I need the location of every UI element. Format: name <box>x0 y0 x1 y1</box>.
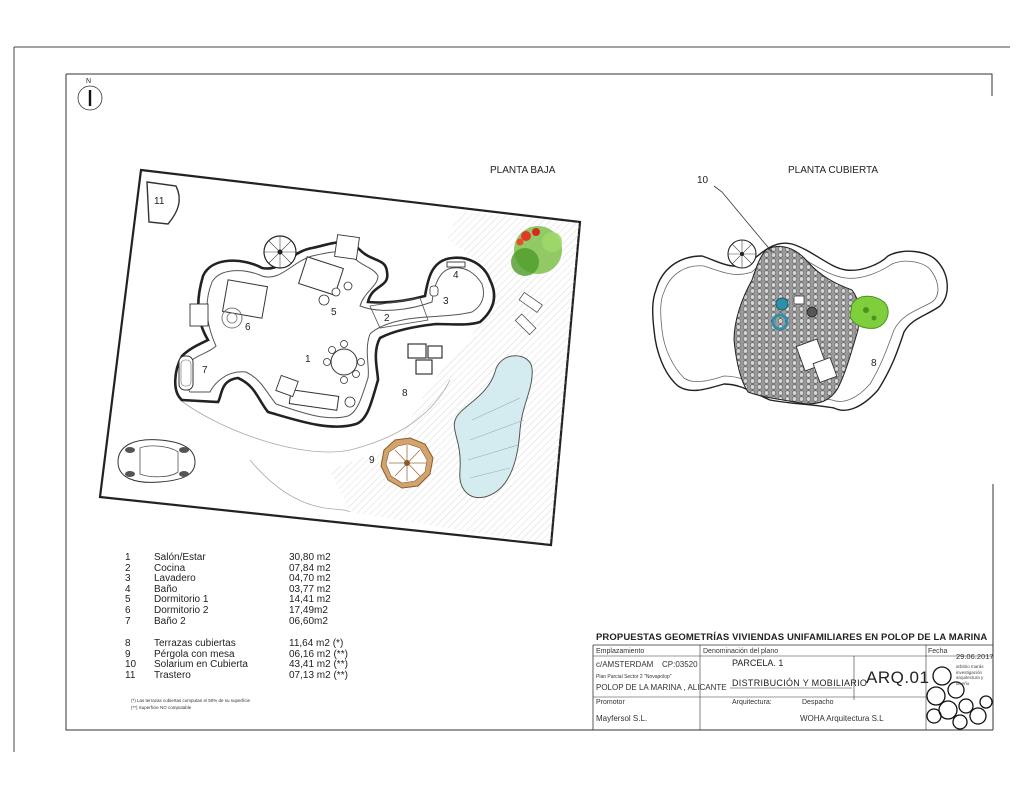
town-text: POLOP DE LA MARINA , ALICANTE <box>596 683 727 692</box>
arquitectura-label: Arquitectura: <box>732 699 772 706</box>
table-row: 8 Terrazas cubiertas 11,64 m2 (*) <box>125 638 344 650</box>
roof-planter-icon <box>850 296 888 328</box>
drawing-code: ARQ.01 <box>866 668 930 687</box>
street-text: c/AMSTERDAM <box>596 660 654 669</box>
table-row: 5 Dormitorio 1 14,41 m2 <box>125 594 331 606</box>
drawing-name: DISTRIBUCIÓN Y MOBILIARIO <box>732 678 868 688</box>
table-row: 9 Pérgola con mesa 06,16 m2 (**) <box>125 648 348 660</box>
table-row: 2 Cocina 07,84 m2 <box>125 562 331 574</box>
table-row: 3 Lavadero 04,70 m2 <box>125 573 331 585</box>
footnote-2: (**) Superficie NO computable <box>131 705 192 710</box>
fecha-text: 29.06.2017 <box>956 652 994 661</box>
plan-parcial-text: Plan Parcial Sector 2 "Novapolop" <box>596 674 672 680</box>
ground-label-8: 8 <box>402 388 408 399</box>
emplazamiento-label: Emplazamiento <box>596 648 645 655</box>
footnote-1: (*) Las terrazas cubiertas computan el 50% de su superficie <box>131 698 251 703</box>
despacho-text: WOHA Arquitectura S.L <box>800 714 884 723</box>
bed-dormitorio-2-icon <box>223 280 268 318</box>
spiral-stair-icon <box>728 240 756 268</box>
spiral-stair-icon <box>264 236 296 268</box>
ground-label-1: 1 <box>305 354 311 365</box>
denominacion-label: Denominación del plano <box>703 648 779 655</box>
north-arrow-icon <box>78 86 102 110</box>
ground-label-4: 4 <box>453 270 459 281</box>
ground-floor-plan <box>100 170 580 545</box>
north-label: N <box>86 78 92 85</box>
ground-label-11: 11 <box>154 196 165 207</box>
roof-label-8: 8 <box>871 358 877 369</box>
car-icon <box>118 440 195 483</box>
logo-text: arbitrio marás investigación arquitectura y diseño <box>956 664 984 686</box>
fecha-label: Fecha <box>928 648 948 655</box>
roof-label-10: 10 <box>697 175 709 186</box>
rooms-area-table <box>125 553 379 682</box>
roof-plan-title: PLANTA CUBIERTA <box>788 165 879 176</box>
promotor-label: Promotor <box>596 699 625 706</box>
ground-label-7: 7 <box>202 365 208 376</box>
table-row: 6 Dormitorio 2 17,49m2 <box>125 604 328 616</box>
table-row: 1 Salón/Estar 30,80 m2 <box>125 552 331 563</box>
parcela-text: PARCELA. 1 <box>732 658 784 668</box>
cp-text: CP:03520 <box>662 660 698 669</box>
table-row: 11 Trastero 07,13 m2 (**) <box>125 669 348 681</box>
promotor-text: Mayfersol S.L. <box>596 714 648 723</box>
table-row: 7 Baño 2 06,60m2 <box>125 615 328 627</box>
project-title: PROPUESTAS GEOMETRÍAS VIVIENDAS UNIFAMILIARES EN POLOP DE LA MARINA <box>596 632 988 643</box>
ground-label-5: 5 <box>331 307 337 318</box>
ground-floor-title: PLANTA BAJA <box>490 165 556 176</box>
ground-label-6: 6 <box>245 322 251 333</box>
ground-label-3: 3 <box>443 296 449 307</box>
roof-plan <box>653 186 948 410</box>
ground-label-9: 9 <box>369 455 375 466</box>
roof-seat-icon <box>776 298 788 310</box>
table-row: 4 Baño 03,77 m2 <box>125 583 331 595</box>
despacho-label: Despacho <box>802 699 834 706</box>
ground-label-2: 2 <box>384 313 390 324</box>
table-row: 10 Solarium en Cubierta 43,41 m2 (**) <box>125 659 348 671</box>
